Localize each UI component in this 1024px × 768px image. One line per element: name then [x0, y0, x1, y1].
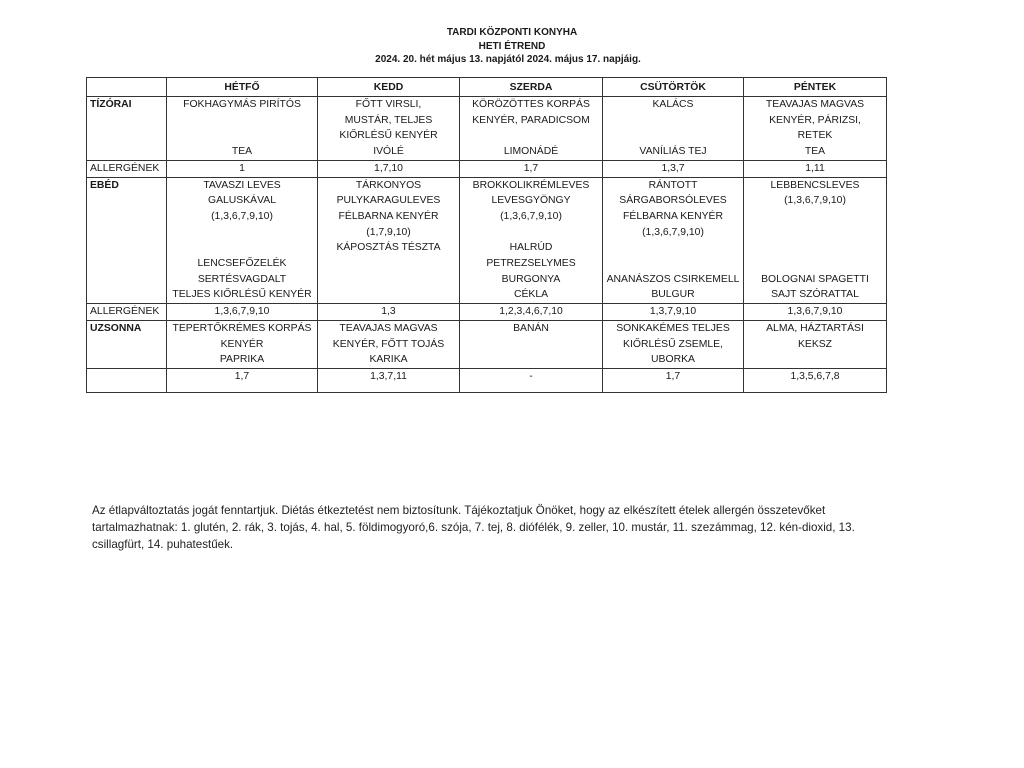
corner-cell	[87, 78, 167, 97]
dish-line: (1,3,6,7,9,10)	[784, 195, 846, 207]
allergen-cell: 1,3,5,6,7,8	[744, 368, 887, 392]
dish-line: SAJT SZÓRATTAL	[771, 289, 859, 301]
dish-line: KEKSZ	[797, 338, 833, 350]
allergen-cell: 1,7	[603, 368, 744, 392]
meal-row	[87, 320, 887, 368]
menu-cell	[318, 320, 460, 368]
allergen-row	[87, 368, 887, 392]
dish-line: TEA	[804, 146, 826, 158]
dish-line: KENYÉR	[220, 338, 264, 350]
dish-line: KÁPOSZTÁS TÉSZTA	[336, 242, 441, 254]
dish-line: (1,3,6,7,9,10)	[642, 226, 704, 238]
allergen-footnote: Az étlapváltoztatás jogát fenntartjuk. Diétás étkeztetést nem biztosítunk. Tájékoztatjuk Önöket, hogy az elkészített ételek allergén összetevőket tartalmazhatnak: 1. glutén, 2. rák, 3. tojás, 4. hal, 5. földimogyoró,6. szója, 7. tej, 8. diófélék, 9. zeller, 10. mustár, 11. szezámmag, 12. kén-dioxid, 13. csillagfürt, 14. puhatestűek.	[92, 504, 855, 552]
allergen-cell: 1,7	[460, 160, 603, 177]
dish-line: KIŐRLÉSŰ ZSEMLE,	[623, 338, 723, 350]
dish-line: SONKAKÉMES TELJES	[616, 322, 730, 334]
dish-line: TEA	[231, 146, 253, 158]
day-header: KEDD	[318, 78, 460, 97]
dish-line: (1,3,6,7,9,10)	[211, 210, 273, 222]
dish-line: LENCSEFŐZELÉK	[197, 258, 287, 269]
allergen-cell: -	[460, 368, 603, 392]
dish-line: UBORKA	[651, 354, 695, 366]
menu-title: HETI ÉTREND	[478, 40, 546, 52]
dish-line: FŐTT VIRSLI,	[355, 99, 422, 110]
dish-line: ALMA, HÁZTARTÁSI	[766, 322, 864, 334]
allergen-cell: 1,3,6,7,9,10	[744, 304, 887, 321]
allergen-label	[87, 368, 167, 392]
dish-line: FÉLBARNA KENYÉR	[623, 210, 723, 222]
dish-line: PETREZSELYMES	[486, 258, 576, 270]
menu-cell	[744, 97, 887, 161]
day-header: PÉNTEK	[744, 78, 887, 97]
dish-line: TEPERTŐKRÉMES KORPÁS	[172, 322, 312, 334]
dish-line: PAPRIKA	[219, 354, 265, 366]
menu-cell	[603, 97, 744, 161]
allergen-cell: 1,3	[318, 304, 460, 321]
allergen-row	[87, 304, 887, 321]
allergen-cell: 1,2,3,4,6,7,10	[460, 304, 603, 321]
allergen-cell: 1,3,7	[603, 160, 744, 177]
dish-line: KARIKA	[369, 354, 408, 366]
allergen-cell: 1,3,6,7,9,10	[167, 304, 318, 321]
dish-line: TEAVAJAS MAGVAS	[765, 99, 865, 110]
dish-line: PULYKARAGULEVES	[336, 195, 441, 207]
menu-cell	[603, 177, 744, 304]
dish-line: GALUSKÁVAL	[208, 195, 276, 207]
dish-line: LEVESGYÖNGY	[491, 195, 571, 207]
menu-cell	[460, 97, 603, 161]
menu-cell	[460, 320, 603, 368]
dish-line: KIŐRLÉSŰ KENYÉR	[339, 130, 438, 142]
dish-line: IVÓLÉ	[373, 146, 404, 158]
meal-row	[87, 177, 887, 304]
dish-line: LIMONÁDÉ	[503, 146, 559, 158]
menu-period: 2024. 20. hét május 13. napjától 2024. május 17. napjáig.	[375, 54, 641, 65]
allergen-label: ALLERGÉNEK	[87, 160, 167, 177]
dish-line: BANÁN	[513, 322, 549, 334]
menu-cell	[167, 97, 318, 161]
day-header-row	[87, 78, 887, 97]
day-header: HÉTFŐ	[167, 78, 318, 97]
allergen-cell: 1,11	[744, 160, 887, 177]
menu-cell	[318, 177, 460, 304]
dish-line: TEAVAJAS MAGVAS	[339, 322, 438, 334]
dish-line: RÁNTOTT	[648, 179, 698, 191]
dish-line: KENYÉR, FŐTT TOJÁS	[332, 338, 445, 350]
allergen-cell: 1,7	[167, 368, 318, 392]
dish-line: FÉLBARNA KENYÉR	[338, 210, 439, 222]
meal-label: EBÉD	[87, 177, 167, 304]
allergen-row	[87, 160, 887, 177]
menu-cell	[603, 320, 744, 368]
dish-line: BULGUR	[651, 289, 695, 301]
dish-line: KENYÉR, PARADICSOM	[472, 114, 590, 126]
dish-line: TELJES KIŐRLÉSŰ KENYÉR	[172, 289, 312, 301]
dish-line: BOLOGNAI SPAGETTI	[761, 273, 869, 285]
day-header: SZERDA	[460, 78, 603, 97]
kitchen-name: TARDI KÖZPONTI KONYHA	[446, 27, 578, 38]
dish-line: VANÍLIÁS TEJ	[639, 146, 707, 158]
dish-line: FOKHAGYMÁS PIRÍTÓS	[183, 99, 301, 110]
menu-cell	[744, 177, 887, 304]
dish-line: TAVASZI LEVES	[203, 179, 281, 191]
menu-cell	[167, 177, 318, 304]
dish-line: CÉKLA	[513, 289, 549, 301]
allergen-cell: 1,7,10	[318, 160, 460, 177]
document-header	[0, 26, 1024, 67]
meal-row	[87, 97, 887, 161]
weekly-menu-table	[86, 77, 887, 393]
day-header: CSÜTÖRTÖK	[603, 78, 744, 97]
menu-cell	[318, 97, 460, 161]
meal-label: UZSONNA	[87, 320, 167, 368]
dish-line: TÁRKONYOS	[355, 179, 422, 191]
allergen-cell: 1,3,7,11	[318, 368, 460, 392]
dish-line: KÖRÖZÖTTES KORPÁS	[472, 99, 590, 110]
allergen-label: ALLERGÉNEK	[87, 304, 167, 321]
dish-line: ANANÁSZOS CSIRKEMELL	[606, 273, 740, 285]
allergen-cell: 1	[167, 160, 318, 177]
dish-line: BURGONYA	[501, 273, 561, 285]
dish-line: KALÁCS	[652, 99, 694, 110]
dish-line: SERTÉSVAGDALT	[197, 273, 287, 285]
dish-line: (1,3,6,7,9,10)	[500, 210, 562, 222]
menu-cell	[744, 320, 887, 368]
dish-line: BROKKOLIKRÉMLEVES	[472, 179, 590, 191]
dish-line: RETEK	[797, 130, 833, 142]
dish-line: KENYÉR, PÁRIZSI,	[769, 114, 861, 126]
dish-line: (1,7,9,10)	[366, 226, 411, 238]
dish-line: MUSTÁR, TELJES	[344, 114, 433, 126]
menu-cell	[167, 320, 318, 368]
menu-cell	[460, 177, 603, 304]
allergen-cell: 1,3,7,9,10	[603, 304, 744, 321]
meal-label: TÍZÓRAI	[87, 97, 167, 161]
dish-line: HALRÚD	[509, 242, 553, 254]
dish-line: SÁRGABORSÓLEVES	[619, 195, 727, 207]
dish-line: LEBBENCSLEVES	[770, 179, 860, 191]
